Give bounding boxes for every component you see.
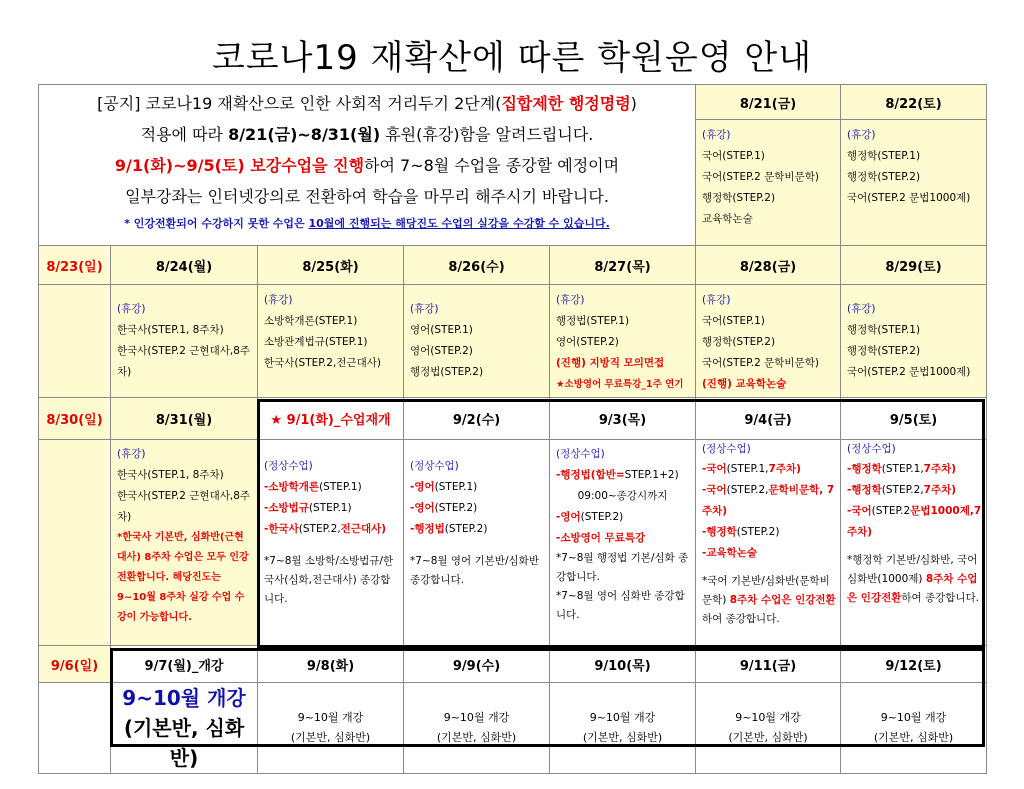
cell-8-30 [39,440,111,646]
status-label: (휴강) [264,294,293,306]
class-item: -행정학(STEP.2,7주차) [847,484,957,496]
date-8-26: 8/26(수) [404,246,550,285]
cell-9-10 [550,683,696,774]
date-9-4: 9/4(금) [696,398,841,440]
class-item: -교육학논술 [702,547,758,559]
open-sublabel: (기본반, 심화반) [436,731,517,744]
date-8-21: 8/21(금) [696,85,841,120]
date-8-29: 8/29(토) [841,246,987,285]
class-item: 행정학(STEP.1) [847,150,921,162]
class-item: -영어(STEP.2) [410,502,478,514]
class-item: 한국사(STEP.2 근현대사,8주차) [117,345,251,378]
cell-8-31 [111,440,258,646]
date-8-31: 8/31(월) [111,398,258,440]
date-8-28: 8/28(금) [696,246,841,285]
class-time: 09:00~종강시까지 [577,490,668,502]
date-8-22: 8/22(토) [841,85,987,120]
date-9-7: 9/7(월)_개강 [111,646,258,683]
class-item: -영어(STEP.2) [556,511,624,523]
notice-line-4: 일부강좌는 인터넷강의로 전환하여 학습을 마무리 해주시기 바랍니다. [125,187,609,206]
date-8-27: 8/27(목) [550,246,696,285]
class-note: *7~8월 영어 기본반/심화반 종강합니다. [410,555,539,586]
class-item: 행정법(STEP.1) [556,315,630,327]
notice-line-3: 9/1(화)~9/5(토) 보강수업을 진행하여 7~8월 수업을 종강할 예정이며 [114,156,620,175]
class-item: 한국사(STEP.2 근현대사,8주차) [117,490,251,523]
cell-8-27 [550,285,696,398]
cell-9-5 [841,440,987,646]
date-8-24: 8/24(월) [111,246,258,285]
cell-9-4 [696,440,841,646]
open-label: 9~10월 개강 [297,711,364,724]
notice-line-2: 적용에 따라 8/21(금)~8/31(월) 휴원(휴강)함을 알려드립니다. [140,125,594,144]
cell-8-21 [696,120,841,246]
class-item: -국어(STEP.1,7주차) [702,463,801,475]
class-item: 행정학(STEP.2) [847,171,921,183]
class-item: 영어(STEP.2) [556,336,619,348]
cell-8-24 [111,285,258,398]
class-item: 행정학(STEP.2) [847,345,921,357]
schedule-table [38,84,987,774]
date-9-5: 9/5(토) [841,398,987,440]
open-sublabel: (기본반, 심화반) [123,716,245,770]
date-9-11: 9/11(금) [696,646,841,683]
cell-8-25 [258,285,404,398]
star-icon: ★ 9/1(화)_수업재개 [270,413,391,428]
class-item: -한국사(STEP.2,전근대사) [264,523,387,535]
class-item: 국어(STEP.2 문학비문학) [702,171,819,183]
date-9-12: 9/12(토) [841,646,987,683]
status-label: (정상수업) [702,443,751,455]
date-9-3: 9/3(목) [550,398,696,440]
class-item: 한국사(STEP.2,전근대사) [264,357,381,369]
cell-9-3 [550,440,696,646]
open-sublabel: (기본반, 심화반) [582,731,663,744]
class-item: 소방관계법규(STEP.1) [264,336,368,348]
status-label: (휴강) [847,303,876,315]
class-item: 행정학(STEP.1) [847,324,921,336]
cell-9-2 [404,440,550,646]
cell-9-12 [841,683,987,774]
date-9-9: 9/9(수) [404,646,550,683]
notice-line-5: * 인강전환되어 수강하지 못한 수업은 10월에 진행되는 해당진도 수업의 실강을 수강할 수 있습니다. [124,217,610,230]
open-label: 9~10월 개강 [735,711,801,724]
date-8-30: 8/30(일) [39,398,111,440]
status-label: (휴강) [702,129,731,141]
cell-9-8 [258,683,404,774]
open-label: 9~10월 개강 [880,711,947,724]
class-item: -소방학개론(STEP.1) [264,481,362,493]
status-label: (휴강) [410,303,439,315]
cell-8-23 [39,285,111,398]
open-sublabel: (기본반, 심화반) [290,731,371,744]
class-item: (진행) 교육학논술 [702,378,787,390]
class-note: *행정학 기본반/심화반, 국어 심화반(1000제) 8주차 수업은 인강전환하여 종강합니다. [847,554,980,604]
class-item: -소방영어 무료특강 [556,532,646,544]
online-notice: *한국사 기본반, 심화반(근현대사) 8주차 수업은 모두 인강전환합니다. 해당진도는 9~10월 8주차 실강 수업 수강이 가능합니다. [117,532,249,623]
class-item: 국어(STEP.1) [702,150,765,162]
date-9-6: 9/6(일) [39,646,111,683]
cell-8-28 [696,285,841,398]
class-item: -영어(STEP.1) [410,481,478,493]
class-note: *7~8월 소방학/소방법규/한국사(심화,전근대사) 종강합니다. [264,555,394,605]
class-item: 한국사(STEP.1, 8주차) [117,469,224,481]
class-note: *국어 기본반/심화반(문학비문학) 8주차 수업은 인강전환하여 종강합니다. [702,575,836,625]
class-item: -행정학(STEP.1,7주차) [847,463,957,475]
status-label: (정상수업) [847,443,896,455]
class-item: -행정법(합반=STEP.1+2) [556,469,679,481]
status-label: (휴강) [556,294,585,306]
notice-box [39,85,696,246]
class-item: (진행) 지방직 모의면접 [556,357,665,369]
class-note: *7~8월 행정법 기본/심화 종강합니다. [556,552,689,583]
cell-9-11 [696,683,841,774]
class-item: -국어(STEP.2,문학비문학, 7주차) [702,484,835,517]
class-item: 국어(STEP.2 문법1000제) [847,366,971,378]
class-item: 교육학논술 [702,213,753,225]
class-item: -국어(STEP.2문법1000제,7주차) [847,505,982,538]
class-item: -행정법(STEP.2) [410,523,488,535]
date-9-10: 9/10(목) [550,646,696,683]
class-item: 한국사(STEP.1, 8주차) [117,324,224,336]
date-9-1 [258,398,404,440]
open-sublabel: (기본반, 심화반) [873,731,954,744]
class-item: 국어(STEP.2 문학비문학) [702,357,819,369]
cell-9-9 [404,683,550,774]
class-item: -행정학(STEP.2) [702,526,780,538]
cell-9-7 [111,683,258,774]
date-9-8: 9/8(화) [258,646,404,683]
status-label: (휴강) [117,303,146,315]
class-item: 국어(STEP.2 문법1000제) [847,192,971,204]
class-item: 행정법(STEP.2) [410,366,484,378]
class-item: 소방학개론(STEP.1) [264,315,358,327]
class-item: -소방법규(STEP.1) [264,502,352,514]
class-item: ★소방영어 무료특강_1주 연기 [556,379,684,390]
open-label: 9~10월 개강 [443,711,510,724]
status-label: (휴강) [117,448,146,460]
date-8-25: 8/25(화) [258,246,404,285]
status-label: (정상수업) [556,448,605,460]
status-label: (휴강) [702,294,731,306]
class-item: 행정학(STEP.2) [702,192,776,204]
status-label: (정상수업) [264,460,313,472]
status-label: (휴강) [847,129,876,141]
cell-8-26 [404,285,550,398]
class-item: 국어(STEP.1) [702,315,765,327]
cell-8-22 [841,120,987,246]
cell-9-6 [39,683,111,774]
open-label: 9~10월 개강 [589,711,656,724]
open-sublabel: (기본반, 심화반) [728,731,808,744]
class-note: *7~8월 영어 심화반 종강합니다. [556,590,685,621]
status-label: (정상수업) [410,460,459,472]
date-9-2: 9/2(수) [404,398,550,440]
cell-8-29 [841,285,987,398]
cell-9-1 [258,440,404,646]
date-8-23: 8/23(일) [39,246,111,285]
class-item: 행정학(STEP.2) [702,336,776,348]
class-item: 영어(STEP.1) [410,324,473,336]
page-title: 코로나19 재확산에 따른 학원운영 안내 [211,38,813,78]
notice-line-1: [공지] 코로나19 재확산으로 인한 사회적 거리두기 2단계(집합제한 행정명령) [97,94,637,113]
open-label: 9~10월 개강 [122,686,246,710]
class-item: 영어(STEP.2) [410,345,473,357]
